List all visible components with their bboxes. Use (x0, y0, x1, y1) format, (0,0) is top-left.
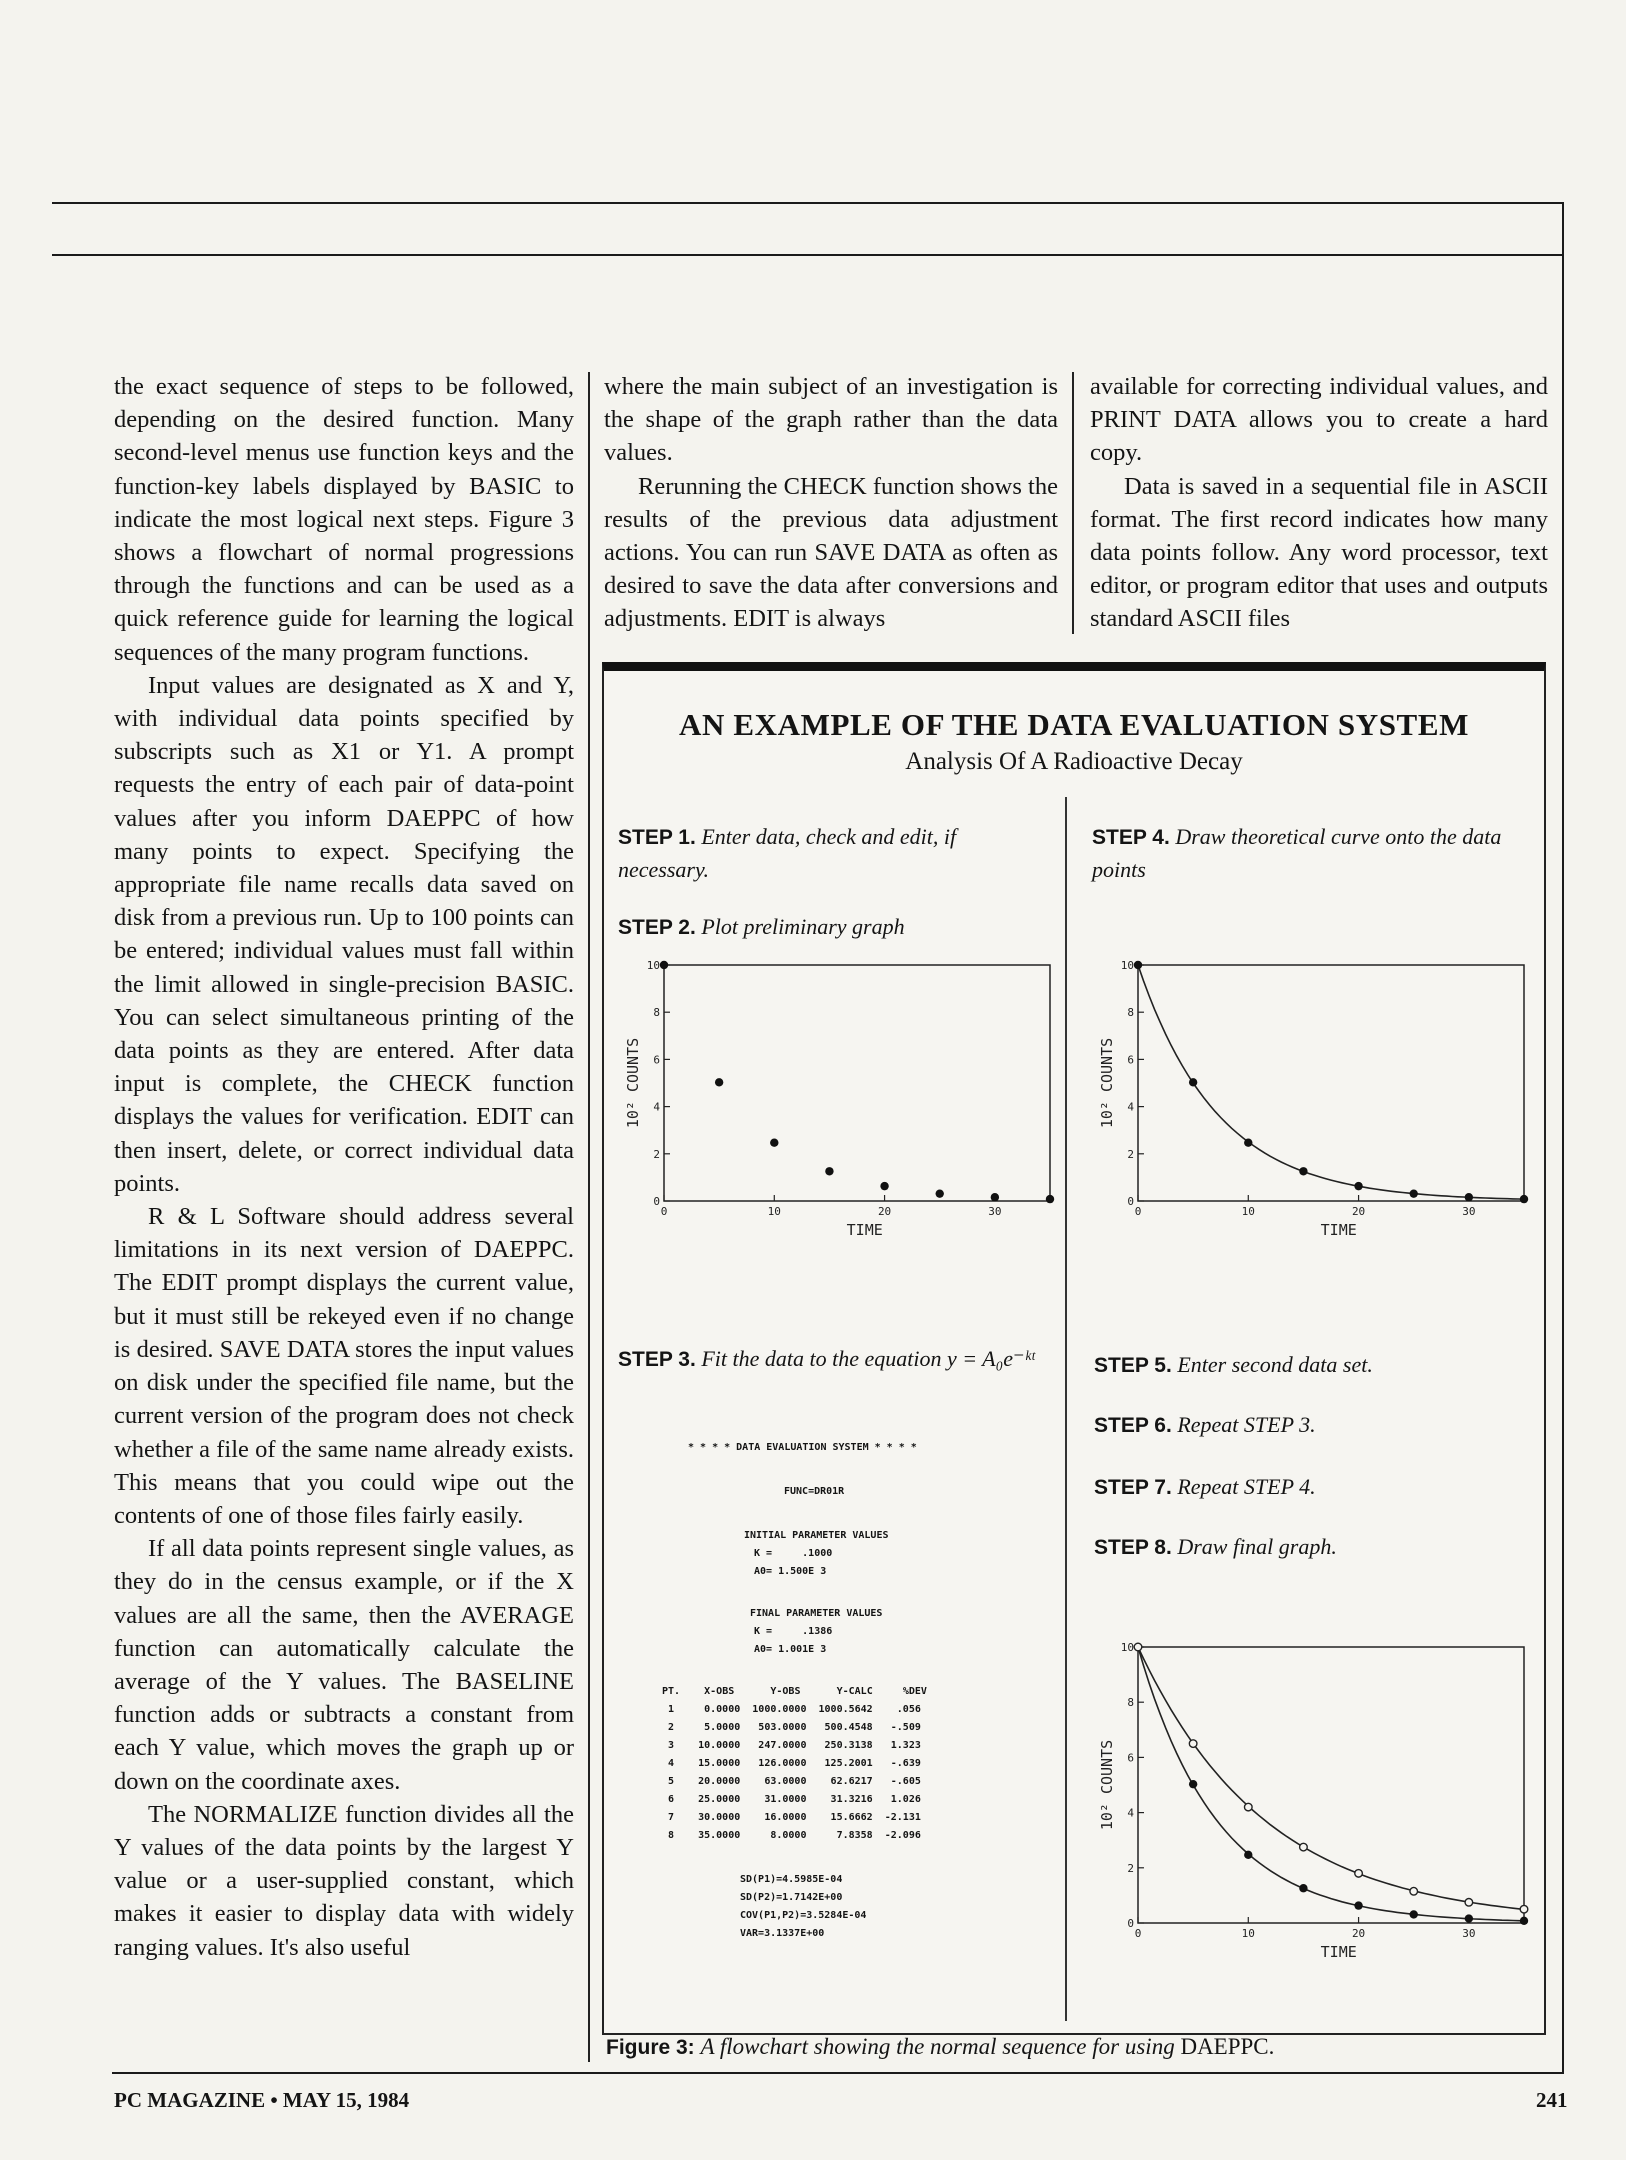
x-tick-label: 10 (767, 1205, 781, 1218)
step-5 (1094, 1349, 1534, 1382)
left-column (114, 370, 574, 1964)
x-tick-label: 20 (1351, 1927, 1366, 1940)
y-tick-label: 0 (1127, 1917, 1134, 1930)
caption-label: Figure 3: (606, 2036, 695, 2059)
data-point (1189, 1780, 1197, 1788)
printout-final-k: K = .1386 (754, 1626, 833, 1637)
y-tick-label: 10 (1120, 1641, 1134, 1654)
column-divider (1072, 372, 1074, 634)
y-tick-label: 4 (653, 1100, 660, 1114)
data-point (1299, 1884, 1307, 1892)
step-6 (1094, 1409, 1534, 1442)
y-tick-label: 2 (1127, 1147, 1134, 1161)
figure-subtitle: Analysis Of A Radioactive Decay (905, 748, 1243, 775)
y-tick-label: 6 (653, 1053, 660, 1067)
data-point (1046, 1195, 1054, 1203)
table-row: 6 25.0000 31.0000 31.3216 1.026 (668, 1794, 921, 1805)
y-tick-label: 8 (1127, 1006, 1134, 1020)
x-tick-label: 30 (1462, 1927, 1476, 1940)
data-point (1134, 1643, 1142, 1651)
printout-final-title: FINAL PARAMETER VALUES (750, 1608, 883, 1619)
step-label: STEP 5. (1094, 1354, 1172, 1377)
x-axis-label: TIME (1320, 1943, 1357, 1961)
data-point (936, 1189, 944, 1197)
step-label: STEP 4. (1092, 826, 1170, 849)
data-point (1189, 1740, 1197, 1748)
y-tick-label: 0 (1127, 1195, 1134, 1208)
paragraph: The NORMALIZE function divides all the Y values of the data points by the largest Y value or a user-supplied constant, which makes it easier to display data with widely ranging values. It's also useful (114, 1800, 574, 1961)
top-rule (52, 202, 1564, 204)
data-point (1520, 1905, 1528, 1913)
y-tick-label: 2 (653, 1147, 660, 1161)
paragraph: Input values are designated as X and Y, with individual data points specified by subscripts such as X1 or Y1. A prompt requests the entry of each pair of data-point values after you inform DAEPPC of how many points to expect. Specifying the appropriate file name recalls data saved on disk from a previous run. Up to 100 points can be entered; individual values must fall within the limit allowed in single-precision BASIC. You can select simultaneous printing of the data points as they are entered. After data input is complete, the CHECK function displays the values for verification. EDIT can then insert, delete, or correct individual data points. (114, 671, 574, 1197)
table-row: 2 5.0000 503.0000 500.4548 -.509 (668, 1722, 921, 1733)
data-point (1465, 1914, 1473, 1922)
paragraph: where the main subject of an investigation is the shape of the graph rather than the data values. (604, 373, 1058, 467)
y-tick-label: 10 (1120, 959, 1134, 972)
data-point (660, 961, 668, 969)
data-point (825, 1167, 833, 1175)
data-point (1300, 1843, 1308, 1851)
step-8 (1094, 1531, 1534, 1564)
y-axis-label: 10² COUNTS (1098, 1739, 1116, 1831)
printout-stat: COV(P1,P2)=3.5284E-04 (740, 1910, 867, 1921)
data-point (1299, 1167, 1307, 1175)
data-point (1410, 1910, 1418, 1918)
printout-final-a: A0= 1.001E 3 (754, 1644, 827, 1655)
step-1 (618, 821, 1038, 886)
x-axis-label: TIME (1320, 1221, 1357, 1239)
paragraph: available for correcting individual values, and PRINT DATA allows you to create a hard copy. (1090, 373, 1548, 467)
data-point (1354, 1182, 1362, 1190)
step-text: Draw theoretical curve onto the data points (1092, 824, 1502, 882)
data-point (1244, 1139, 1252, 1147)
page-number: 241 (1536, 2088, 1568, 2112)
data-point (1520, 1195, 1528, 1203)
table-row: 4 15.0000 126.0000 125.2001 -.639 (668, 1758, 921, 1769)
table-row: 5 20.0000 63.0000 62.6217 -.605 (668, 1776, 921, 1787)
printout-stat: SD(P2)=1.7142E+00 (740, 1892, 843, 1903)
data-point (1354, 1901, 1362, 1909)
data-point (1355, 1870, 1363, 1878)
data-point (880, 1182, 888, 1190)
table-row: 7 30.0000 16.0000 15.6662 -2.131 (668, 1812, 921, 1823)
y-tick-label: 8 (1127, 1696, 1134, 1710)
step-text: Fit the data to the equation y = A₀e⁻ᵏᵗ (701, 1346, 1035, 1371)
y-axis-label: 10² COUNTS (1098, 1037, 1116, 1129)
data-point (1410, 1887, 1418, 1895)
x-tick-label: 10 (1241, 1927, 1255, 1940)
data-point (1465, 1193, 1473, 1201)
printout-initial-title: INITIAL PARAMETER VALUES (744, 1530, 889, 1541)
y-tick-label: 10 (646, 959, 660, 972)
caption-text: A flowchart showing the normal sequence for using (700, 2034, 1175, 2059)
step-text: Draw final graph. (1177, 1534, 1337, 1559)
x-tick-label: 0 (660, 1205, 668, 1218)
paragraph: the exact sequence of steps to be followed, depending on the desired function. Many second-level menus use function keys and the function-key labels displayed by BASIC to indicate the most logical next steps. Figure 3 shows a flowchart of normal progressions through the functions and can be used as a quick reference guide for learning the logical sequences of the many program functions. (114, 373, 574, 666)
y-tick-label: 2 (1127, 1861, 1134, 1875)
step-label: STEP 8. (1094, 1536, 1172, 1559)
data-point (1520, 1917, 1528, 1925)
x-tick-label: 20 (877, 1205, 892, 1218)
bottom-rule (112, 2072, 1564, 2074)
x-tick-label: 0 (1134, 1205, 1142, 1218)
second-rule (52, 254, 1564, 256)
x-tick-label: 30 (988, 1205, 1002, 1218)
step-2 (618, 911, 1038, 944)
caption-tail: DAEPPC. (1180, 2034, 1275, 2059)
paragraph: Rerunning the CHECK function shows the results of the previous data adjustment actions. You can run SAVE DATA as often as desired to save the data after conversions and adjustments. EDIT is always (604, 472, 1058, 633)
step-text: Plot preliminary graph (701, 914, 905, 939)
fit-curve (1138, 1647, 1524, 1909)
x-tick-label: 30 (1462, 1205, 1476, 1218)
printout-stat: SD(P1)=4.5985E-04 (740, 1874, 843, 1885)
step-label: STEP 6. (1094, 1414, 1172, 1437)
data-point (1244, 1803, 1252, 1811)
figure-title: AN EXAMPLE OF THE DATA EVALUATION SYSTEM (679, 707, 1469, 742)
step-label: STEP 2. (618, 916, 696, 939)
middle-column (604, 370, 1058, 636)
data-point (1410, 1189, 1418, 1197)
column-divider (588, 372, 590, 2062)
figure-box (602, 662, 1546, 2035)
y-tick-label: 6 (1127, 1053, 1134, 1067)
figure-divider (1065, 797, 1067, 2021)
y-tick-label: 8 (653, 1006, 660, 1020)
data-point (1465, 1899, 1473, 1907)
data-point (715, 1078, 723, 1086)
x-tick-label: 0 (1134, 1927, 1142, 1940)
step-text: Repeat STEP 4. (1177, 1474, 1316, 1499)
data-point (1244, 1851, 1252, 1859)
step-text: Enter second data set. (1177, 1352, 1373, 1377)
step-text: Enter data, check and edit, if necessary. (618, 824, 957, 882)
step-label: STEP 7. (1094, 1476, 1172, 1499)
chart-preliminary-graph (618, 951, 1064, 1241)
paragraph: Data is saved in a sequential file in ASCII format. The first record indicates how many data points follow. Any word processor, text editor, or program editor that uses and outputs standard ASCII files (1090, 472, 1548, 633)
step-label: STEP 1. (618, 826, 696, 849)
data-point (1134, 961, 1142, 969)
chart-final-graph (1092, 1633, 1538, 1963)
table-row: 8 35.0000 8.0000 7.8358 -2.096 (668, 1830, 921, 1841)
chart-theoretical-curve (1092, 951, 1538, 1241)
step-text: Repeat STEP 3. (1177, 1412, 1316, 1437)
table-row: 3 10.0000 247.0000 250.3138 1.323 (668, 1740, 921, 1751)
y-axis-label: 10² COUNTS (624, 1037, 642, 1129)
y-tick-label: 4 (1127, 1806, 1134, 1820)
step-7 (1094, 1471, 1534, 1504)
printout-initial-a: A0= 1.500E 3 (754, 1566, 827, 1577)
printout-table-header: PT. X-OBS Y-OBS Y-CALC %DEV (662, 1686, 927, 1697)
footer-publication: PC MAGAZINE • MAY 15, 1984 (114, 2088, 410, 2112)
x-tick-label: 20 (1351, 1205, 1366, 1218)
y-tick-label: 0 (653, 1195, 660, 1208)
y-tick-label: 4 (1127, 1100, 1134, 1114)
right-frame-line (1562, 202, 1564, 2072)
table-row: 1 0.0000 1000.0000 1000.5642 .056 (668, 1704, 921, 1715)
data-point (770, 1139, 778, 1147)
x-axis-label: TIME (846, 1221, 883, 1239)
paragraph: R & L Software should address several limitations in its next version of DAEPPC. The EDIT prompt displays the current value, but it must still be rekeyed even if no change is desired. SAVE DATA stores the input values on disk under the specified file name, but the current version of the program does not check whether a file of the same name already exists. This means that you could wipe out the contents of one of those files fairly easily. (114, 1203, 574, 1529)
data-point (991, 1193, 999, 1201)
x-tick-label: 10 (1241, 1205, 1255, 1218)
data-point (1189, 1078, 1197, 1086)
paragraph: If all data points represent single values, as they do in the census example, or if the X values are all the same, then the AVERAGE function can automatically calculate the average of the Y values. The BASELINE function adds or subtracts a constant from each Y value, which moves the graph up or down on the coordinate axes. (114, 1535, 574, 1795)
step-label: STEP 3. (618, 1348, 696, 1371)
step-4 (1092, 821, 1532, 886)
printout-func: FUNC=DR01R (784, 1486, 845, 1497)
right-column (1090, 370, 1548, 636)
printout-stat: VAR=3.1337E+00 (740, 1928, 825, 1939)
y-tick-label: 6 (1127, 1751, 1134, 1765)
figure-caption (606, 2034, 1274, 2060)
step-3 (618, 1343, 1058, 1376)
printout-header: * * * * DATA EVALUATION SYSTEM * * * * (688, 1442, 917, 1453)
printout-initial-k: K = .1000 (754, 1548, 833, 1559)
